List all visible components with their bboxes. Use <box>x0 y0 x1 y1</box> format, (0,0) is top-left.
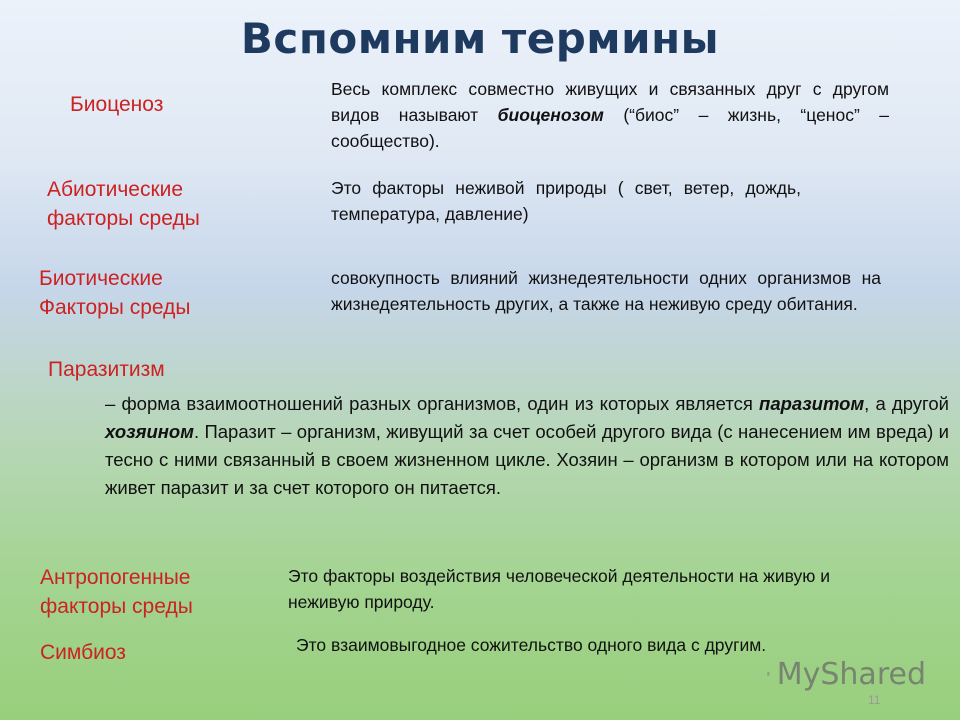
def-parasitism-p2: , а другой <box>864 393 949 414</box>
term-anthropogenic-line2: факторы среды <box>40 595 193 618</box>
def-parasitism-bold2: хозяином <box>105 421 194 442</box>
def-biocenosis-tail: (“биос” – жизнь, “ценос” – сообщество). <box>331 105 889 151</box>
term-biotic <box>39 264 190 322</box>
def-biocenosis <box>331 76 889 154</box>
slide-title: Вспомним термины <box>240 14 720 63</box>
watermark-text: MyShared <box>776 656 926 692</box>
term-abiotic-line2: факторы среды <box>47 207 200 230</box>
def-biocenosis-bold: биоценозом <box>497 105 604 125</box>
def-parasitism-p3: . Паразит – организм, живущий за счет особей другого вида (с нанесением им вреда) и тесно с ними связанный в своем жизненном цикле. Хозяин – организм в котором или на котором живет паразит и за счет которого он питается. <box>105 421 949 498</box>
def-biotic: совокупность влияний жизнедеятельности одних организмов на жизнедеятельность других, а также на неживую среду обитания. <box>331 268 881 314</box>
def-parasitism-p1: – форма взаимоотношений разных организмов, один из которых является <box>105 393 760 414</box>
def-anthropogenic: Это факторы воздействия человеческой деятельности на живую и неживую природу. <box>288 566 831 612</box>
term-biotic-line2: Факторы среды <box>39 296 191 319</box>
def-abiotic: Это факторы неживой природы ( свет, ветер, дождь, температура, давление) <box>331 178 801 224</box>
slide-number: 11 <box>868 693 881 707</box>
term-anthropogenic-line1: Антропогенные <box>40 566 191 589</box>
def-parasitism-bold1: паразитом <box>759 393 865 414</box>
term-abiotic <box>47 175 200 233</box>
def-biocenosis-text: Весь комплекс совместно живущих и связанных друг с другом видов называют <box>331 79 889 125</box>
term-symbiosis: Симбиоз <box>40 641 126 664</box>
def-symbiosis: Это взаимовыгодное сожительство одного вида с другим. <box>296 635 767 655</box>
term-biotic-line1: Биотические <box>39 267 163 290</box>
term-biocenosis: Биоценоз <box>70 93 164 116</box>
term-abiotic-line1: Абиотические <box>47 178 184 201</box>
def-parasitism <box>105 390 949 502</box>
term-anthropogenic <box>40 563 193 621</box>
myshared-logo <box>766 654 926 694</box>
myshared-icon <box>766 657 771 691</box>
term-parasitism: Паразитизм <box>48 358 165 381</box>
